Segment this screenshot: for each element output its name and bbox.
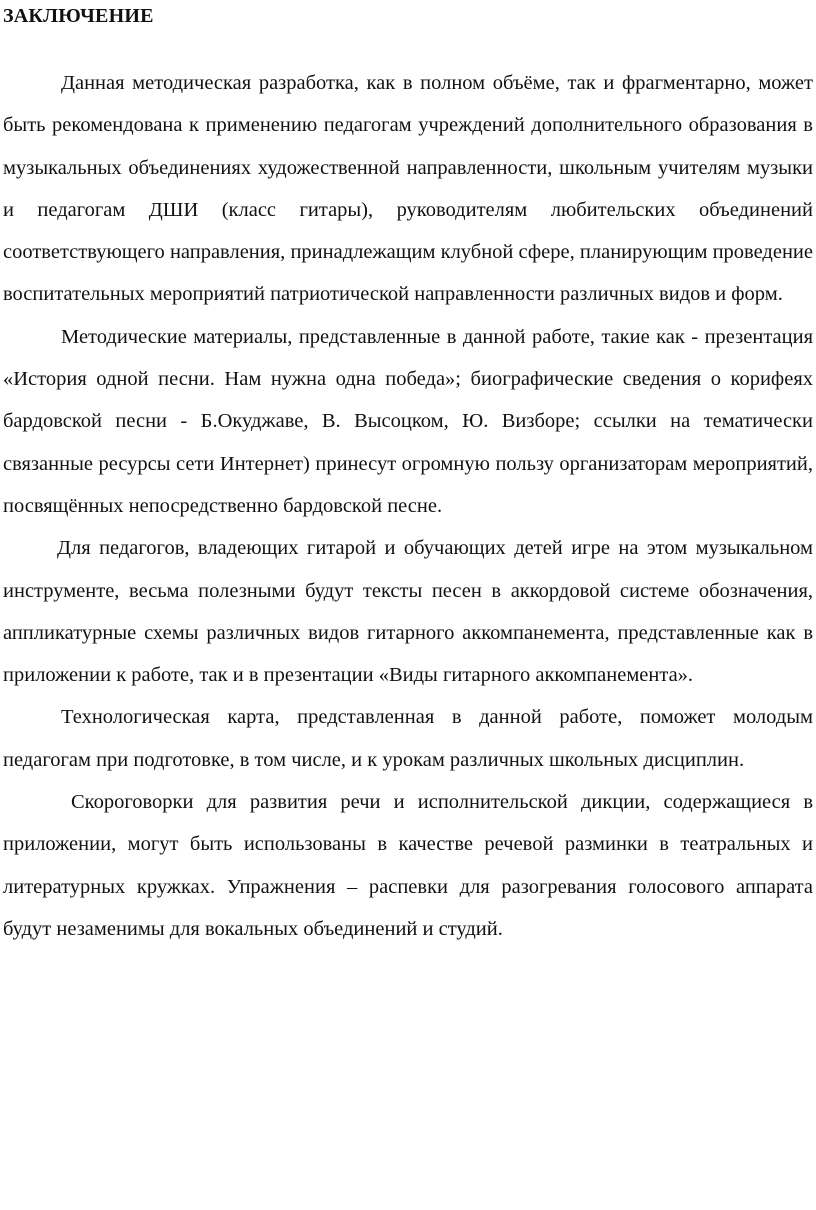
paragraph-tongue-twisters: Скороговорки для развития речи и исполнительской дикции, содержащиеся в приложении, могут быть использованы в качестве речевой разминки в театральных и литературных кружках. Упражнения – распевки для разогревания голосового аппарата будут незаменимы для вокальных объединений и студий. [3,791,813,940]
page-title: ЗАКЛЮЧЕНИЕ [3,5,154,27]
paragraph-technology-map: Технологическая карта, представленная в данной работе, поможет молодым педагогам при подготовке, в том числе, и к урокам различных школьных дисциплин. [3,706,813,771]
paragraph-methodical-materials: Методические материалы, представленные в данной работе, такие как - презентация «История одной песни. Нам нужна одна победа»; биографические сведения о корифеях бардовской песни - Б.Окуджаве, В. Высоцком, Ю. Визборе; ссылки на тематически связанные ресурсы сети Интернет) принесут огромную пользу организаторам мероприятий, посвящённых непосредственно бардовской песне. [3,325,813,517]
paragraph-guitar-teachers: Для педагогов, владеющих гитарой и обучающих детей игре на этом музыкальном инструменте, весьма полезными будут тексты песен в аккордовой системе обозначения, аппликатурные схемы различных видов гитарного аккомпанемента, представленные как в приложении к работе, так и в презентации «Виды гитарного аккомпанемента». [3,537,813,687]
paragraph-recommendation: Данная методическая разработка, как в полном объёме, так и фрагментарно, может быть рекомендована к применению педагогам учреждений дополнительного образования в музыкальных объединениях художественной направленности, школьным учителям музыки и педагогам ДШИ (класс гитары), руководителям любительских объединений соответствующего направления, принадлежащим клубной сфере, планирующим проведение воспитательных мероприятий патриотической направленности различных видов и форм. [3,72,813,306]
